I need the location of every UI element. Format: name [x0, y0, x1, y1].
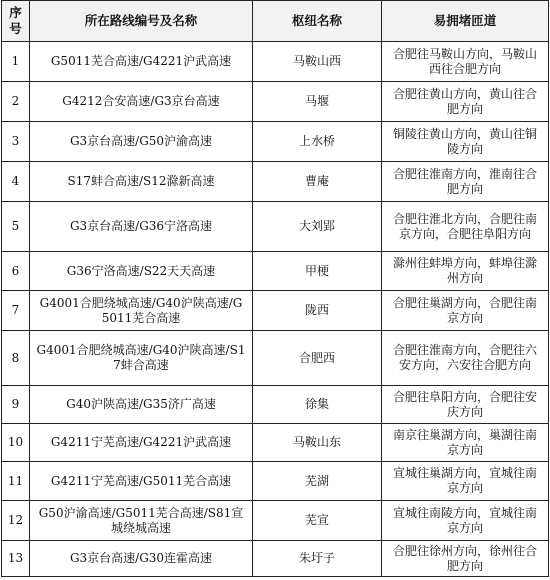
route-cell: G3京台高速/G30连霍高速: [30, 541, 253, 577]
hub-name-cell: 曹庵: [253, 162, 382, 202]
hub-name-cell: 马鞍山东: [253, 424, 382, 462]
route-cell: G4212合安高速/G3京台高速: [30, 82, 253, 122]
table-row: [2, 424, 549, 462]
route-cell: G4211宁芜高速/G5011芜合高速: [30, 462, 253, 501]
hub-name-cell: 芜宣: [253, 501, 382, 541]
row-index: 9: [2, 386, 30, 424]
hub-name-cell: 马堰: [253, 82, 382, 122]
header-row: [2, 1, 549, 42]
row-index: 3: [2, 122, 30, 162]
congested-ramp-cell: 合肥往巢湖方向，合肥往南京方向: [382, 291, 549, 331]
row-index: 7: [2, 291, 30, 331]
route-cell: G4001合肥绕城高速/G40沪陕高速/G5011芜合高速: [30, 291, 253, 331]
row-index: 11: [2, 462, 30, 501]
congested-ramp-cell: 铜陵往黄山方向，黄山往铜陵方向: [382, 122, 549, 162]
hub-name-cell: 上水桥: [253, 122, 382, 162]
route-cell: G4211宁芜高速/G4221沪武高速: [30, 424, 253, 462]
hub-name-cell: 大刘郢: [253, 202, 382, 252]
table-row: [2, 122, 549, 162]
congested-ramp-cell: 宣城往巢湖方向，宣城往南京方向: [382, 462, 549, 501]
route-cell: G3京台高速/G50沪渝高速: [30, 122, 253, 162]
congested-ramp-cell: 合肥往淮南方向，合肥往六安方向，六安往合肥方向: [382, 331, 549, 386]
hub-name-cell: 朱圩子: [253, 541, 382, 577]
table-row: [2, 291, 549, 331]
table-row: [2, 462, 549, 501]
congested-ramp-cell: 合肥往阜阳方向，合肥往安庆方向: [382, 386, 549, 424]
header-index: 序号: [2, 1, 30, 42]
congested-ramp-cell: 合肥往黄山方向，黄山往合肥方向: [382, 82, 549, 122]
hub-name-cell: 陇西: [253, 291, 382, 331]
hub-name-cell: 徐集: [253, 386, 382, 424]
hub-name-cell: 马鞍山西: [253, 42, 382, 82]
congested-ramp-cell: 南京往巢湖方向，巢湖往南京方向: [382, 424, 549, 462]
congested-ramp-cell: 合肥往马鞍山方向，马鞍山西往合肥方向: [382, 42, 549, 82]
table-row: [2, 386, 549, 424]
row-index: 8: [2, 331, 30, 386]
header-hub: 枢纽名称: [253, 1, 382, 42]
header-congested-ramp: 易拥堵匝道: [382, 1, 549, 42]
table-row: [2, 42, 549, 82]
row-index: 10: [2, 424, 30, 462]
route-cell: S17蚌合高速/S12滁新高速: [30, 162, 253, 202]
table-row: [2, 252, 549, 291]
table-row: [2, 541, 549, 577]
header-route: 所在路线编号及名称: [30, 1, 253, 42]
table-wrapper: [1, 0, 549, 577]
table-row: [2, 501, 549, 541]
row-index: 4: [2, 162, 30, 202]
row-index: 5: [2, 202, 30, 252]
row-index: 2: [2, 82, 30, 122]
row-index: 1: [2, 42, 30, 82]
table-row: [2, 331, 549, 386]
congested-ramp-cell: 合肥往淮南方向，淮南往合肥方向: [382, 162, 549, 202]
congested-ramp-cell: 合肥往淮北方向，合肥往南京方向，合肥往阜阳方向: [382, 202, 549, 252]
table-row: [2, 202, 549, 252]
row-index: 13: [2, 541, 30, 577]
hub-name-cell: 合肥西: [253, 331, 382, 386]
row-index: 6: [2, 252, 30, 291]
congested-ramp-cell: 合肥往徐州方向，徐州往合肥方向: [382, 541, 549, 577]
congested-ramp-cell: 宣城往南陵方向，宣城往南京方向: [382, 501, 549, 541]
route-cell: G3京台高速/G36宁洛高速: [30, 202, 253, 252]
table-row: [2, 82, 549, 122]
route-cell: G4001合肥绕城高速/G40沪陕高速/S17蚌合高速: [30, 331, 253, 386]
congested-ramp-cell: 滁州往蚌埠方向，蚌埠往滁州方向: [382, 252, 549, 291]
table-body: [2, 42, 549, 577]
route-cell: G50沪渝高速/G5011芜合高速/S81宣城绕城高速: [30, 501, 253, 541]
route-cell: G5011芜合高速/G4221沪武高速: [30, 42, 253, 82]
route-cell: G40沪陕高速/G35济广高速: [30, 386, 253, 424]
congestion-table: [1, 0, 549, 577]
row-index: 12: [2, 501, 30, 541]
hub-name-cell: 芜湖: [253, 462, 382, 501]
table-row: [2, 162, 549, 202]
hub-name-cell: 甲梗: [253, 252, 382, 291]
route-cell: G36宁洛高速/S22天天高速: [30, 252, 253, 291]
